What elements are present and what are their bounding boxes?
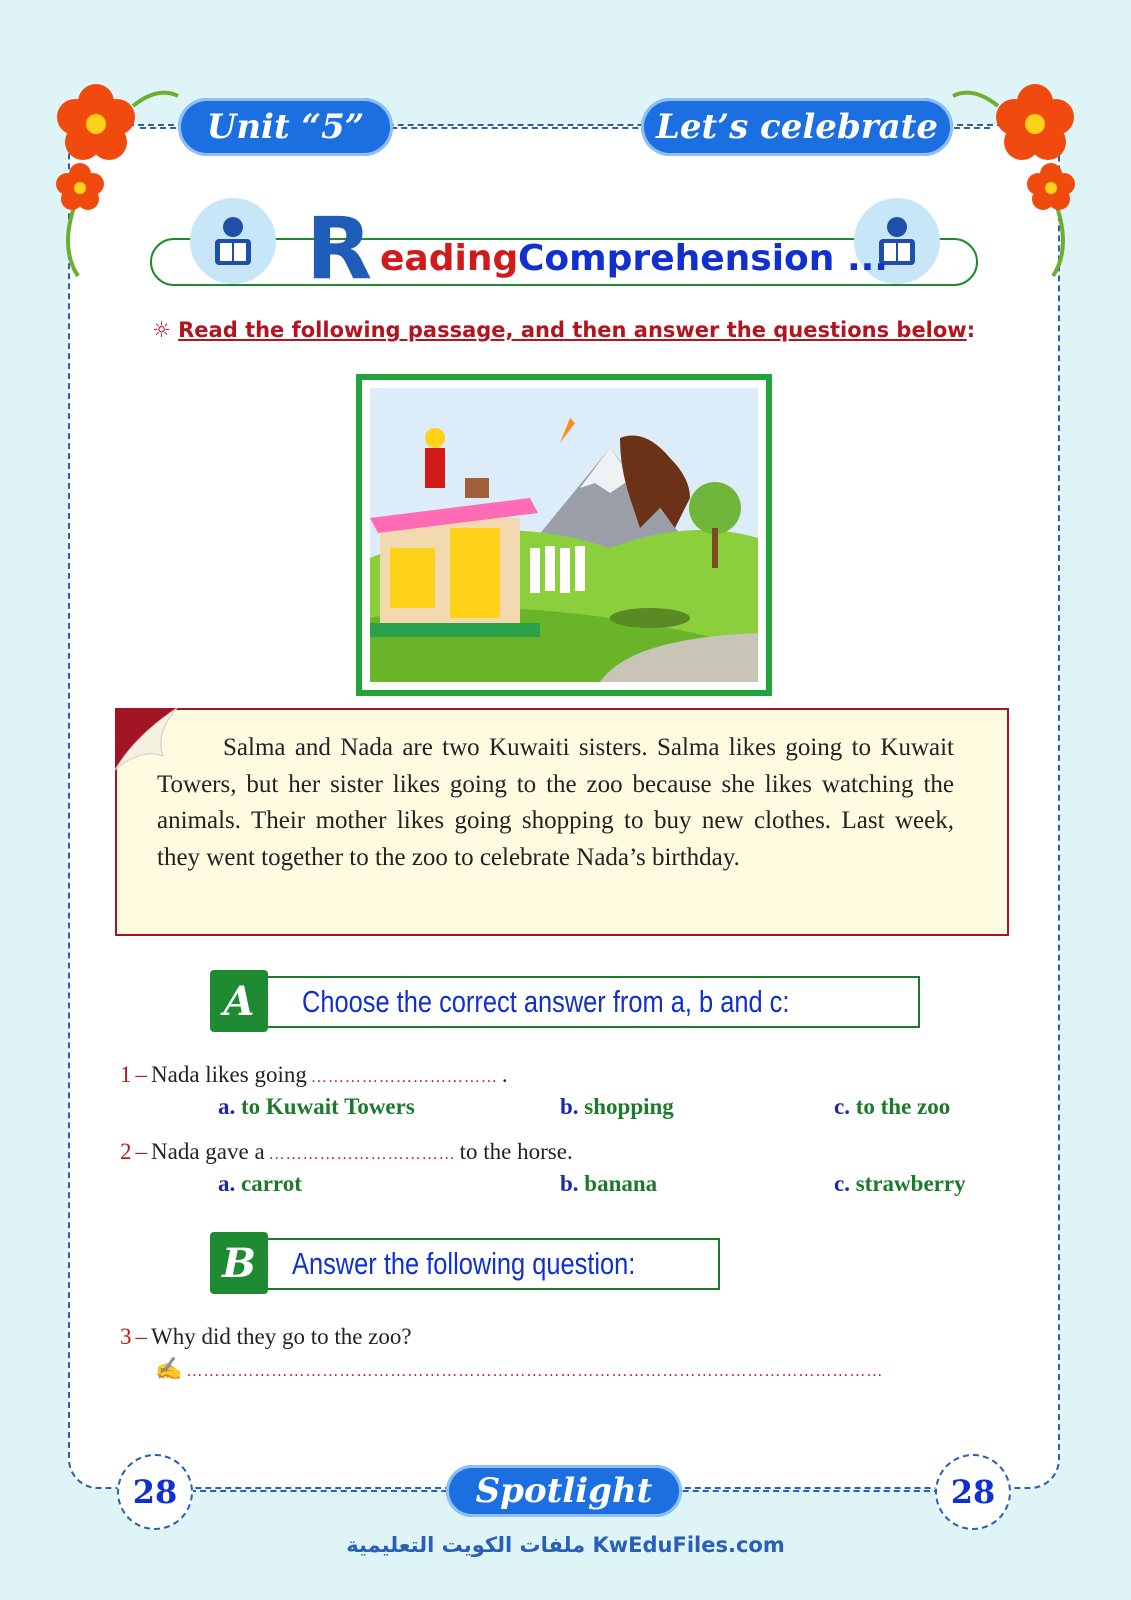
section-b-title: Answer the following question: (292, 1246, 636, 1281)
option-text: to the zoo (855, 1094, 951, 1119)
option-letter: b. (560, 1094, 579, 1119)
option-letter: a. (218, 1171, 236, 1196)
option-2a[interactable] (218, 1171, 302, 1197)
question-text: Nada gave a (151, 1139, 265, 1164)
option-2c[interactable] (834, 1171, 966, 1197)
answer-line-row (155, 1356, 975, 1382)
question-dash: – (135, 1324, 147, 1349)
answer-blank[interactable]: …………………………… (310, 1069, 498, 1086)
lego-horse-scene-icon (370, 388, 758, 682)
banner-reading-word: eading (380, 238, 519, 279)
answer-line[interactable]: …………………………………………………………………………………………………………… (186, 1363, 884, 1380)
question-2 (120, 1139, 1020, 1165)
option-1a[interactable] (218, 1094, 415, 1120)
option-text: banana (584, 1171, 658, 1196)
section-a-title: Choose the correct answer from a, b and c: (302, 984, 790, 1019)
page-number-left: 28 (117, 1454, 193, 1530)
question-text-end: to the horse. (459, 1139, 573, 1164)
topic-label: Let’s celebrate (641, 98, 953, 156)
option-text: to Kuwait Towers (241, 1094, 415, 1119)
question-number: 2 (120, 1139, 132, 1164)
footer-site (0, 1533, 1131, 1557)
question-1 (120, 1062, 1020, 1088)
question-dash: – (135, 1139, 147, 1164)
option-text: shopping (584, 1094, 674, 1119)
option-letter: c. (834, 1171, 850, 1196)
unit-label: Unit “5” (178, 98, 393, 156)
question-number: 1 (120, 1062, 132, 1087)
passage-text: Salma and Nada are two Kuwaiti sisters. Salma likes going to Kuwait Towers, but her sister likes going to the zoo because she likes watching the animals. Their mother likes going shopping to buy new clothes. Last week, they went together to the zoo to celebrate Nada’s birthday. (157, 734, 954, 871)
pen-icon: ✍ (155, 1356, 183, 1381)
option-1c[interactable] (834, 1094, 950, 1120)
footer-site-arabic: ملفات الكويت التعليمية (346, 1533, 586, 1557)
reader-icon-left (190, 198, 276, 284)
option-1b[interactable] (560, 1094, 674, 1120)
option-letter: c. (834, 1094, 850, 1119)
section-a-letter: A (210, 970, 268, 1032)
question-number: 3 (120, 1324, 132, 1349)
option-text: strawberry (855, 1171, 966, 1196)
reading-person-icon (205, 213, 261, 269)
footer-site-domain[interactable]: KwEduFiles.com (592, 1533, 785, 1557)
question-dash: – (135, 1062, 147, 1087)
answer-blank[interactable]: …………………………… (268, 1146, 456, 1163)
option-letter: b. (560, 1171, 579, 1196)
instruction-colon: : (966, 318, 976, 342)
instruction (152, 318, 975, 342)
option-2b[interactable] (560, 1171, 657, 1197)
sun-bullet-icon: ☼ (152, 318, 171, 342)
question-text: Why did they go to the zoo? (151, 1324, 412, 1349)
banner-comprehension-word: Comprehension ... (518, 238, 888, 279)
instruction-text: Read the following passage, and then answer the questions below (178, 318, 967, 342)
question-text-end: . (501, 1062, 508, 1087)
question-text: Nada likes going (151, 1062, 307, 1087)
banner-big-letter: R (306, 199, 373, 299)
question-3 (120, 1324, 412, 1350)
option-letter: a. (218, 1094, 236, 1119)
passage-illustration (356, 374, 772, 696)
section-b-letter: B (210, 1232, 268, 1294)
brand-label: Spotlight (446, 1465, 682, 1517)
option-text: carrot (241, 1171, 302, 1196)
page-number-right: 28 (935, 1454, 1011, 1530)
